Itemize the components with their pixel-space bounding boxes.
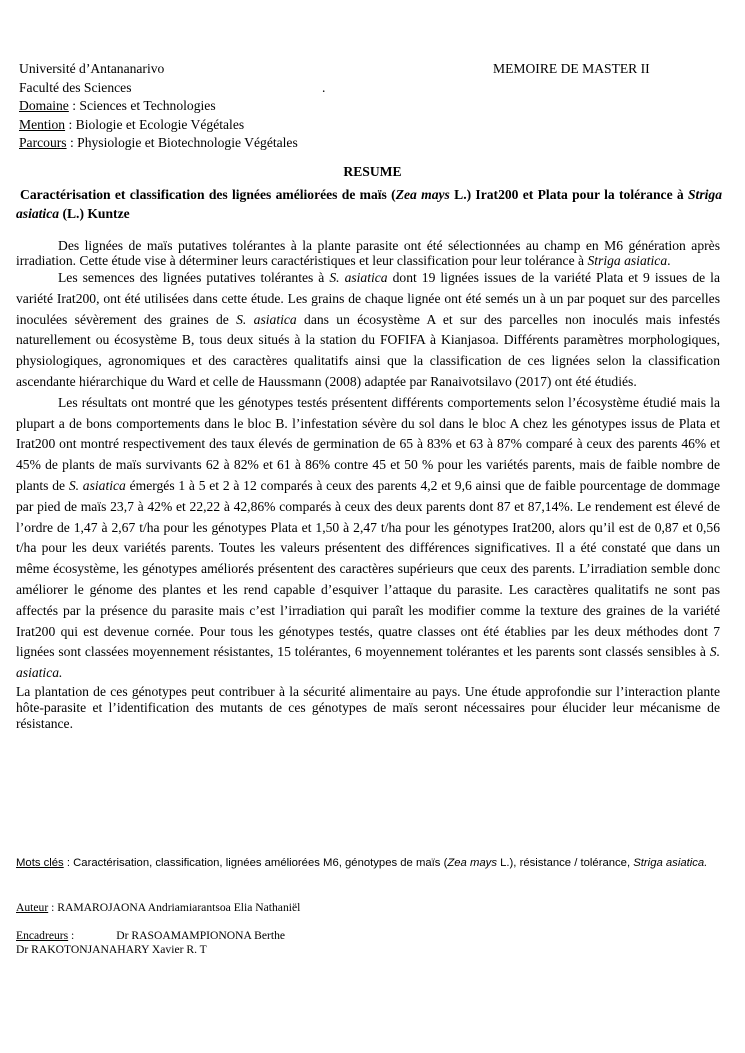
header-row-1	[19, 60, 719, 79]
stray-dot: .	[322, 79, 326, 95]
supervisor-1: Dr RASOAMAMPIONONA Berthe	[116, 929, 286, 942]
paragraph-intro-end: .	[667, 253, 671, 268]
paragraph-methods-text-3: dans un écosystème A et sur des parcelles non inoculés mais infestés naturellement ou écosystème B, tous deux situés à la station du FOFIFA à Kianjasoa. Différents paramètres morphologiques, physiologiques, agronomiques et des caractères qualitatifs ainsi que la classification de ces lignées selon la classification ascendante hiérarchique du Ward et celle de Haussmann (2008) adaptée par Ranaivotsilavo (2017) ont été étudiés.	[16, 311, 720, 389]
italic-species: Striga asiatica	[587, 253, 668, 268]
parcours-value: : Physiologie et Biotechnologie Végétales	[66, 135, 298, 151]
mention-value: : Biologie et Ecologie Végétales	[65, 116, 245, 132]
mention-label: Mention	[19, 116, 66, 132]
paragraph-methods-text-2: dont 19 lignées issues de la variété Plata et 9 issues de la variété Irat200, ont été utilisées dans cette étude. Les grains de chaque lignée ont été semés un à un par poquet sur des parcelles inoculées sévèrement des graines de	[16, 270, 720, 327]
keywords	[16, 855, 727, 872]
title-part-2: L.) Irat200 et Plata pour la tolérance à	[449, 187, 688, 202]
memoire-label: MEMOIRE DE MASTER II	[493, 61, 650, 76]
paragraph-results	[16, 393, 720, 684]
supervisors-line-1	[16, 929, 716, 943]
supervisor-2: Dr RAKOTONJANAHARY Xavier R. T	[16, 943, 207, 956]
supervisors-sep: :	[68, 929, 75, 942]
domaine-value: : Sciences et Technologies	[68, 98, 216, 114]
mention-line	[19, 116, 719, 135]
author-name: : RAMAROJAONA Andriamiarantsoa Elia Nathaniël	[48, 901, 301, 914]
italic-species: S. asiatica	[68, 477, 126, 493]
domaine-label: Domaine	[19, 98, 69, 114]
title-part-3: (L.) Kuntze	[59, 205, 130, 221]
resume-heading: RESUME	[343, 164, 402, 179]
faculty-name: Faculté des Sciences	[19, 79, 132, 95]
domaine-line	[19, 97, 719, 116]
supervisors	[16, 929, 716, 957]
keywords-zea-mays: Zea mays	[447, 857, 497, 869]
author-label: Auteur	[16, 901, 49, 914]
paragraph-results-text-1: Les résultats ont montré que les génotypes testés présentent différents comportements selon l’écosystème étudié mais la plupart a de bons comportements dans le bloc B. l’infestation sévère du sol dans le bloc A chez les génotypes issus de Plata et Irat200 ont montré respectivement des taux élevés de germination de 65 à 83% et 63 à 87% comparé à ceux des parents 46% et 45% de plants de maïs survivants 62 à 82% et 61 à 86% contre 45 et 50 % pour les variétés parents, mais de faible nombre de plants de	[16, 394, 720, 493]
keywords-striga: Striga asiatica.	[633, 857, 708, 869]
thesis-title	[16, 186, 722, 223]
header-row-2	[19, 79, 719, 98]
title-striga: Striga asiatica	[16, 187, 722, 221]
university-name: Université d’Antananarivo	[19, 61, 165, 76]
supervisors-label: Encadreurs	[16, 929, 69, 942]
keywords-text-1: : Caractérisation, classification, lignées améliorées M6, génotypes de maïs (	[63, 857, 448, 869]
paragraph-results-text-2: émergés 1 à 5 et 2 à 12 comparés à ceux des parents 4,2 et 9,6 ainsi que de faible pourcentage de dommage par pied de maïs 23,7 à 42% et 22,22 à 42,86% comparés à ceux des deux parents dont 87 et 87,14%. Le rendement est élevé de l’ordre de 1,47 à 2,67 t/ha pour les génotypes Plata et 1,50 à 2,47 t/ha pour les génotypes Irat200, alors qu’il est de 0,87 et 0,56 t/ha pour les deux variétés parents. Toutes les valeurs présentent des différences significatives. Il a été constaté que dans un même écosystème, les génotypes améliorés présentent des caractères supérieurs que ceux des parents. L’irradiation semble donc améliorer le génome des plantes et les rend capable d’esquiver l’attaque du parasite. Les caractères qualitatifs ne sont pas affectés par la présence du parasite mais c’est l’irradiation qui paraît les modifier comme la texture des graines de la variété Irat200 qui est devenue cornée. Pour tous les génotypes testés, quatre classes ont été établies par les deux méthodes dont 7 lignées sont classées moyennement résistantes, 15 tolérantes, 6 moyennement tolérantes et les parents sont classés sensibles à	[16, 477, 721, 660]
keywords-label: Mots clés	[16, 857, 64, 869]
parcours-line	[19, 134, 719, 153]
paragraph-intro-text: Des lignées de maïs putatives tolérantes à la plante parasite ont été sélectionnées au champ en M6 génération après irradiation. Cette étude vise à déterminer leurs caractéristiques et leur classification pour leur tolérance à	[16, 238, 720, 268]
paragraph-methods-text-1: Les semences des lignées putatives tolérantes à	[58, 270, 330, 285]
document-header	[19, 60, 719, 153]
keywords-text-2: L.), résistance / tolérance,	[496, 857, 634, 869]
abstract-body	[16, 238, 720, 732]
title-part-1: Caractérisation et classification des lignées améliorées de maïs (	[20, 187, 396, 202]
paragraph-intro	[16, 238, 720, 268]
parcours-label: Parcours	[19, 135, 67, 151]
title-zea-mays: Zea mays	[395, 187, 450, 202]
italic-species: S. asiatica	[236, 311, 297, 327]
paragraph-methods	[16, 268, 720, 393]
italic-species: S. asiatica.	[16, 644, 720, 681]
paragraph-conclusion: La plantation de ces génotypes peut contribuer à la sécurité alimentaire au pays. Une étude approfondie sur l’interaction plante hôte-parasite et l’identification des mutants de ces génotypes de maïs seront nécessaires pour élucider leur mécanisme de résistance.	[16, 683, 720, 731]
italic-species: S. asiatica	[329, 270, 388, 285]
author-line	[16, 900, 716, 915]
